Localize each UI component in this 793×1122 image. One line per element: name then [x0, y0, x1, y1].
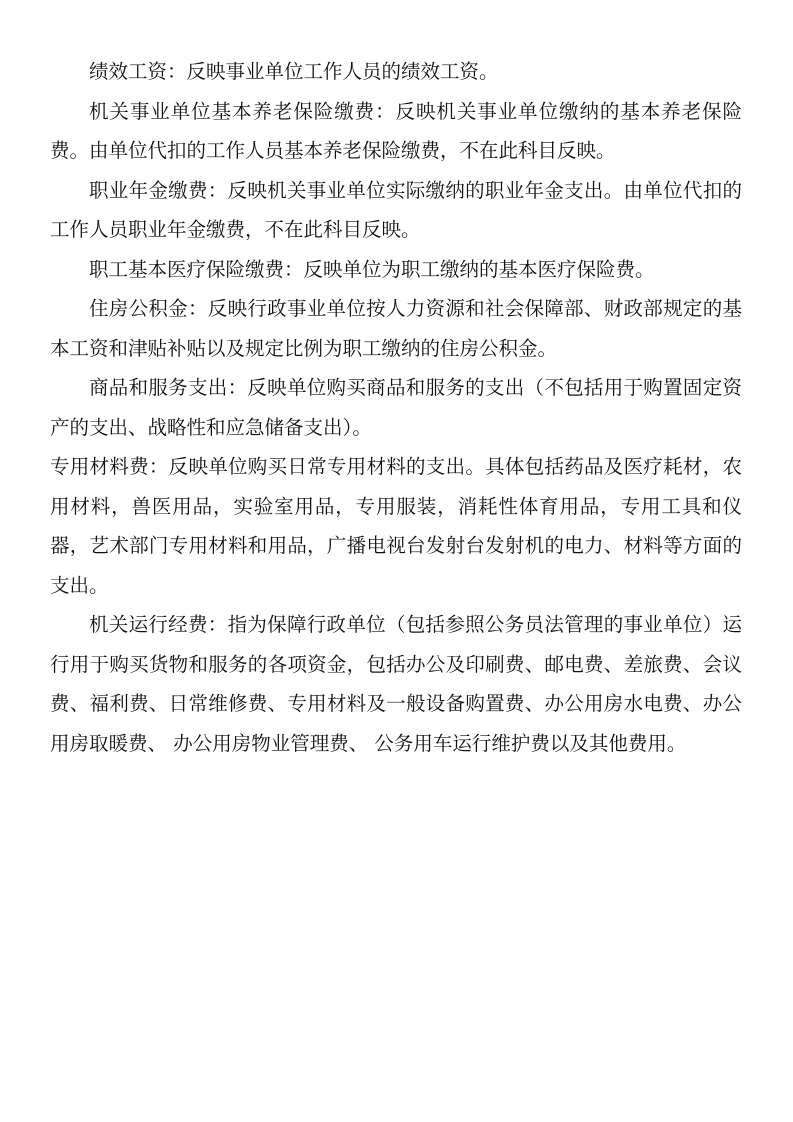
document-body — [50, 52, 742, 763]
paragraph-performance-pay: 绩效工资：反映事业单位工作人员的绩效工资。 — [89, 60, 499, 83]
paragraph-special-materials: 专用材料费：反映单位购买日常专用材料的支出。具体包括药品及医疗耗材，农用材料，兽医用品，实验室用品，专用服装，消耗性体育用品，专用工具和仪器，艺术部门专用材料和用品，广播电视台发射台发射机的电力、材料等方面的支出。 — [50, 455, 742, 597]
paragraph-occupational-annuity: 职业年金缴费：反映机关事业单位实际缴纳的职业年金支出。由单位代扣的工作人员职业年金缴费，不在此科目反映。 — [50, 178, 742, 241]
paragraph-goods-and-services: 商品和服务支出：反映单位购买商品和服务的支出（不包括用于购置固定资产的支出、战略性和应急储备支出）。 — [50, 376, 742, 439]
paragraph-housing-provident-fund: 住房公积金：反映行政事业单位按人力资源和社会保障部、财政部规定的基本工资和津贴补贴以及规定比例为职工缴纳的住房公积金。 — [50, 297, 742, 360]
paragraph-basic-medical-insurance: 职工基本医疗保险缴费：反映单位为职工缴纳的基本医疗保险费。 — [89, 257, 655, 281]
paragraph-basic-pension-insurance: 机关事业单位基本养老保险缴费：反映机关事业单位缴纳的基本养老保险费。由单位代扣的工作人员基本养老保险缴费，不在此科目反映。 — [50, 99, 742, 162]
paragraph-operating-expenses: 机关运行经费：指为保障行政单位（包括参照公务员法管理的事业单位）运行用于购买货物和服务的各项资金，包括办公及印刷费、邮电费、差旅费、会议费、福利费、日常维修费、专用材料及一般设备购置费、办公用房水电费、办公用房取暖费、 办公用房物业管理费、 公务用车运行维护费以及其他费用。 — [50, 613, 742, 755]
